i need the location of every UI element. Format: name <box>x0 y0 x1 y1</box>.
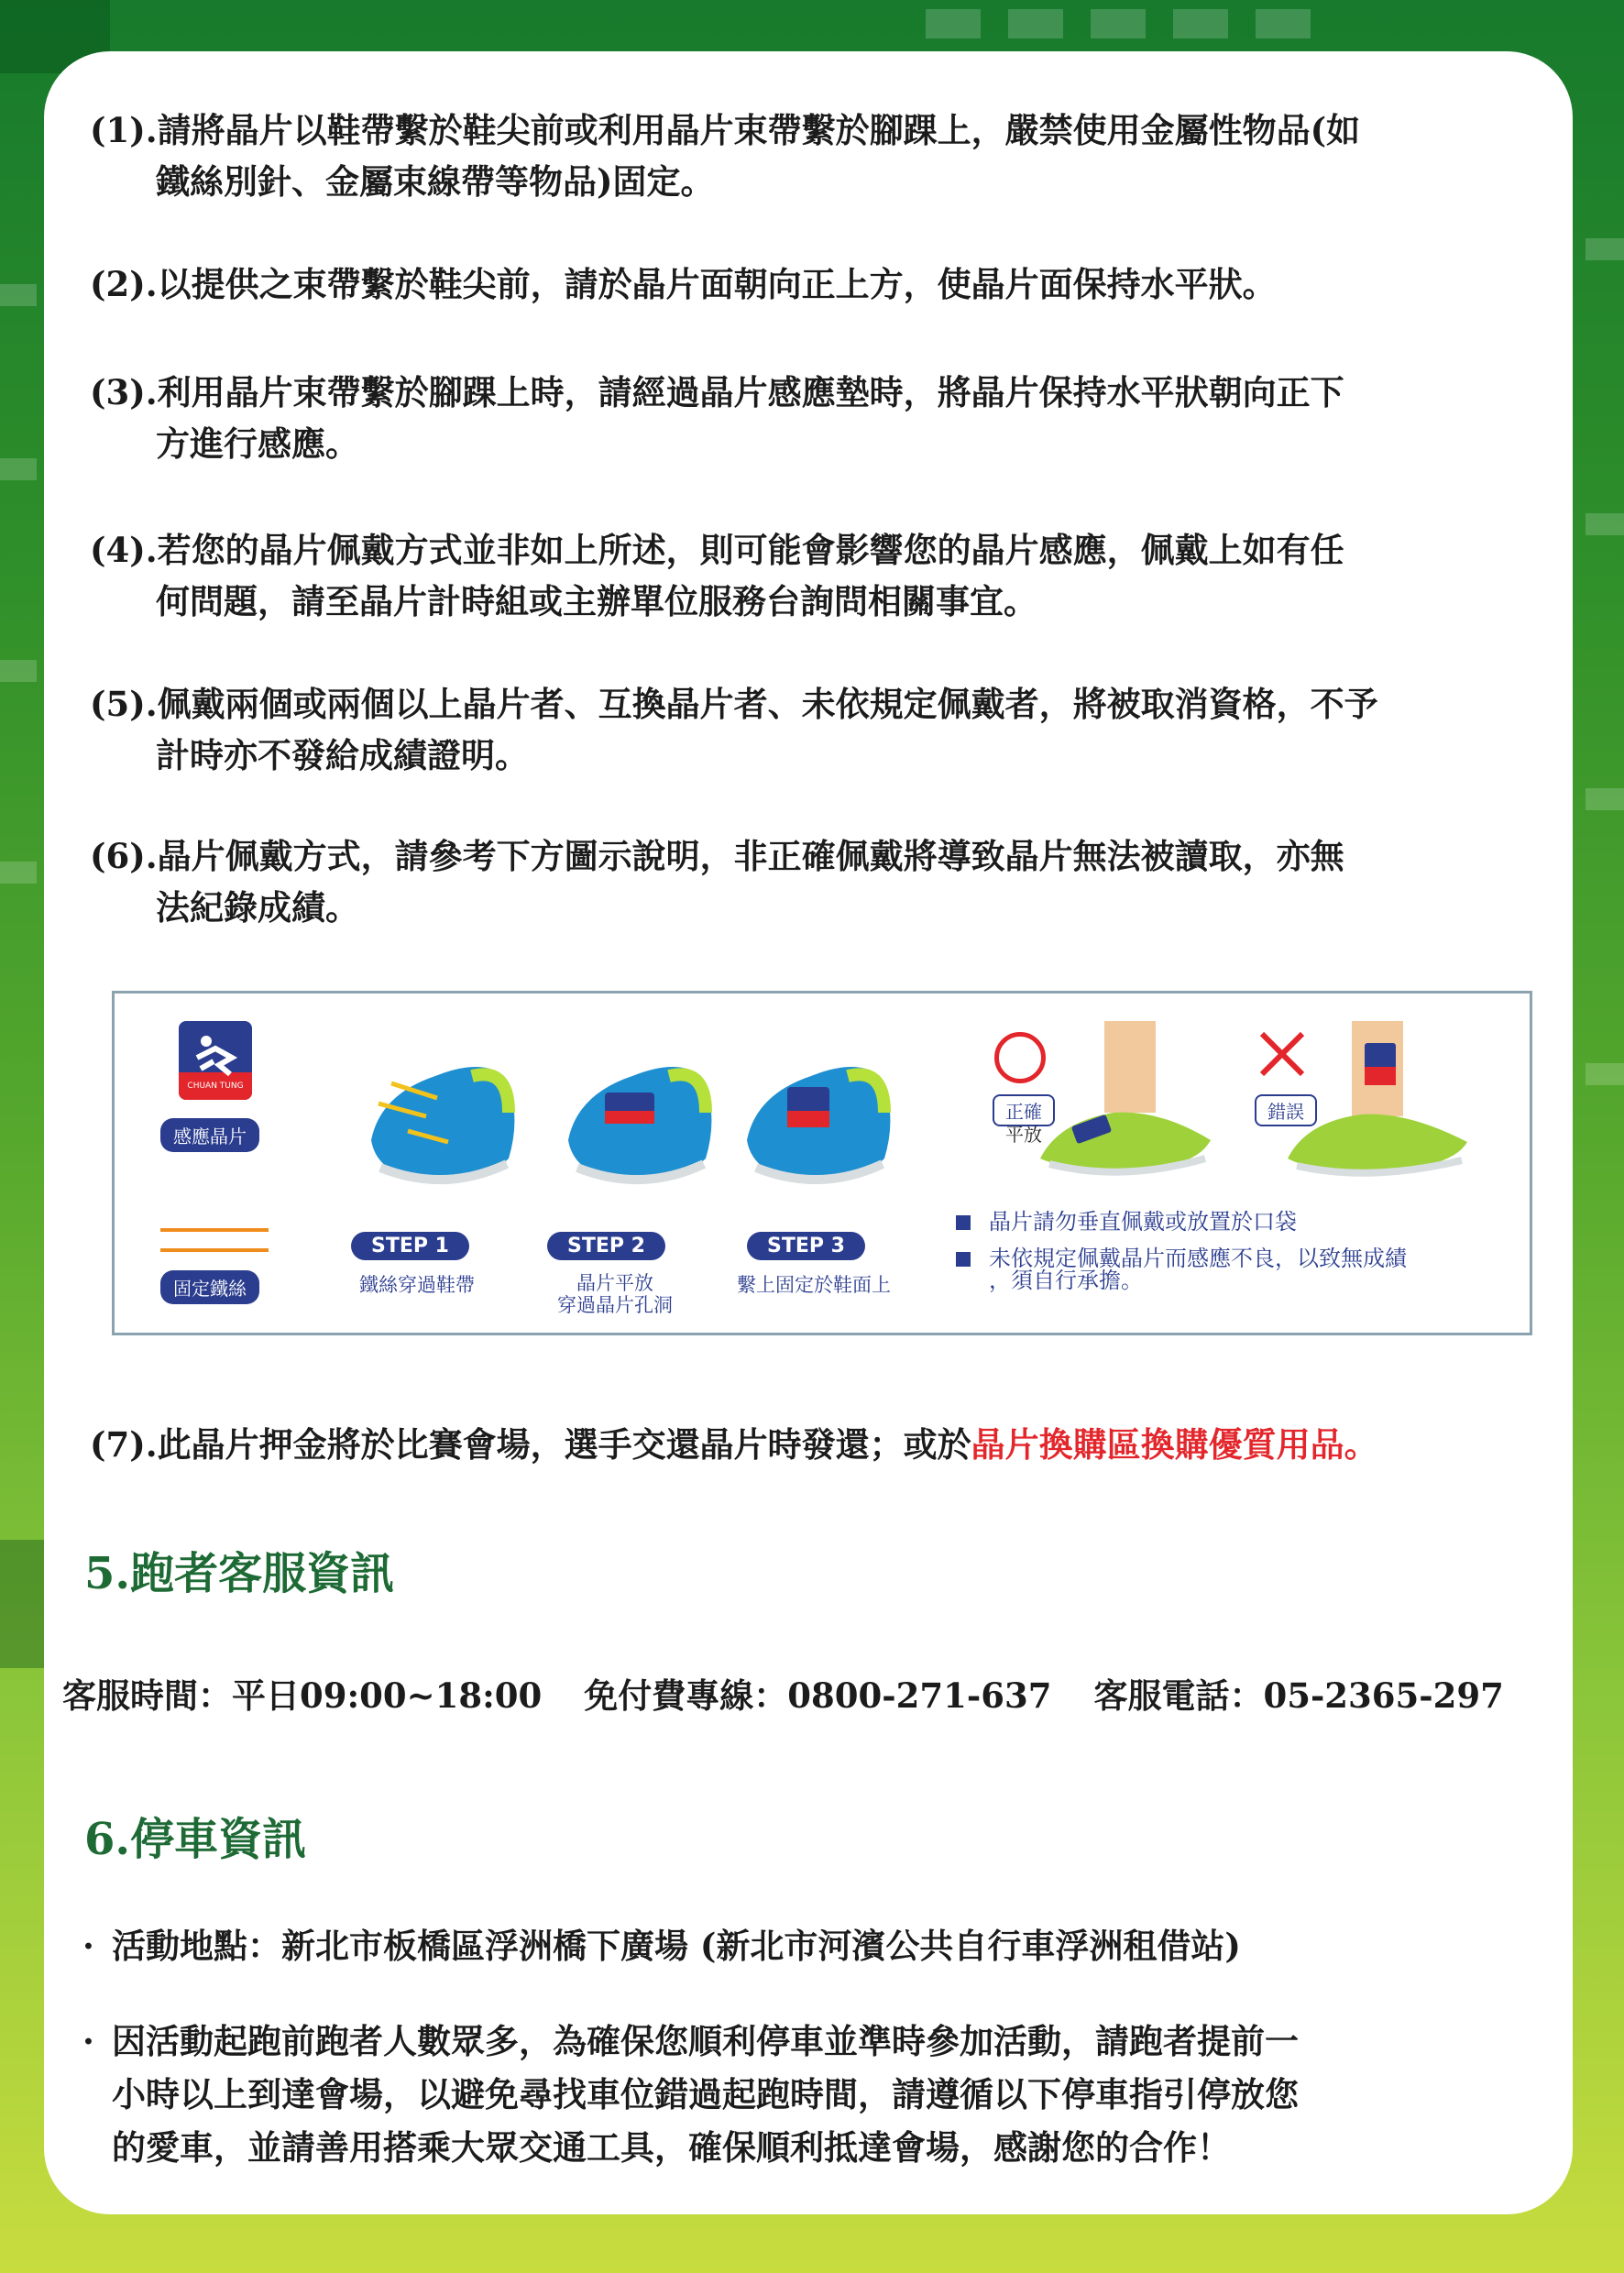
rule-end: 。 <box>1344 1424 1378 1465</box>
rule-number: (2). <box>90 264 158 304</box>
bg-block <box>0 458 37 480</box>
correct-sub-label: 平放 <box>1005 1124 1042 1146</box>
shoe-step3-icon <box>729 1039 903 1208</box>
rule-number: (5). <box>90 684 158 724</box>
rule-text-cont: 法紀錄成績。 <box>156 887 359 928</box>
note-1 <box>956 1210 1524 1235</box>
rule-number: (6). <box>90 836 158 876</box>
note-text: 未依規定佩戴晶片而感應不良，以致無成績 <box>989 1246 1407 1271</box>
square-bullet-icon <box>956 1252 971 1267</box>
shoe-step1-icon <box>353 1039 527 1208</box>
bullet-dot: · <box>82 2021 94 2061</box>
bg-block <box>0 284 37 306</box>
location-text: 活動地點：新北市板橋區浮洲橋下廣場 (新北市河濱公共自行車浮洲租借站) <box>112 1926 1241 1966</box>
bg-block <box>0 1540 44 1668</box>
chip-label: 感應晶片 <box>160 1118 259 1152</box>
rule-text-cont: 鐵絲別針、金屬束線帶等物品)固定。 <box>156 161 715 202</box>
step-3-badge: STEP 3 <box>747 1232 865 1260</box>
section-5-title: 5.跑者客服資訊 <box>84 1548 395 1599</box>
wire-label: 固定鐵絲 <box>160 1270 259 1304</box>
notice-line: 的愛車，並請善用搭乘大眾交通工具，確保順利抵達會場，感謝您的合作！ <box>112 2127 1231 2168</box>
rule-text-cont: 何問題，請至晶片計時組或主辦單位服務台詢問相關事宜。 <box>156 581 1037 621</box>
bg-block <box>1586 238 1624 260</box>
correct-ankle-chip-icon <box>1040 1021 1214 1190</box>
step-2-caption: 晶片平放 <box>576 1272 653 1294</box>
bg-block <box>0 660 37 682</box>
step-3-caption: 繫上固定於鞋面上 <box>737 1274 891 1296</box>
wrong-ankle-chip-icon <box>1288 1021 1471 1190</box>
bg-block <box>0 862 37 884</box>
wire-line-icon <box>160 1248 269 1252</box>
rule-number: (7). <box>90 1424 158 1465</box>
rule-number: (1). <box>90 110 158 150</box>
correct-circle-icon <box>994 1032 1046 1083</box>
bg-block <box>1586 1063 1624 1085</box>
step-2-caption-2: 穿過晶片孔洞 <box>557 1294 673 1316</box>
service-phone: 客服電話：05-2365-297 <box>1093 1675 1504 1716</box>
rule-highlight: 晶片換購區換購優質用品 <box>971 1424 1344 1465</box>
parking-notice <box>82 2015 1536 2174</box>
rule-2 <box>90 258 1575 310</box>
rule-text: 此晶片押金將於比賽會場，選手交還晶片時發還；或於 <box>157 1424 971 1465</box>
wire-line-icon <box>160 1228 269 1232</box>
toll-free-line: 免付費專線：0800-271-637 <box>584 1675 1052 1716</box>
rule-text: 以提供之束帶繫於鞋尖前，請於晶片面朝向正上方，使晶片面保持水平狀。 <box>157 264 1277 304</box>
rule-text-cont: 計時亦不發給成績證明。 <box>156 735 529 775</box>
contact-info <box>62 1668 1565 1718</box>
step-2-badge: STEP 2 <box>547 1232 665 1260</box>
rule-3 <box>90 367 1575 469</box>
rule-text: 利用晶片束帶繫於腳踝上時，請經過晶片感應墊時，將晶片保持水平狀朝向正下 <box>157 372 1344 412</box>
bg-block <box>1173 9 1228 38</box>
step-1-badge: STEP 1 <box>351 1232 469 1260</box>
chip-logo-text: CHUAN TUNG <box>187 1082 244 1091</box>
note-text: 晶片請勿垂直佩戴或放置於口袋 <box>989 1209 1297 1235</box>
rule-5 <box>90 678 1575 781</box>
square-bullet-icon <box>956 1215 971 1230</box>
section-6-title: 6.停車資訊 <box>84 1814 307 1865</box>
chip-logo-icon <box>179 1021 252 1100</box>
bg-block <box>1586 788 1624 810</box>
step-1-caption: 鐵絲穿過鞋帶 <box>359 1274 475 1296</box>
rule-text: 佩戴兩個或兩個以上晶片者、互換晶片者、未依規定佩戴者，將被取消資格，不予 <box>157 684 1378 724</box>
rule-text: 晶片佩戴方式，請參考下方圖示說明，非正確佩戴將導致晶片無法被讀取，亦無 <box>157 836 1344 876</box>
service-hours: 客服時間：平日09:00~18:00 <box>62 1675 543 1716</box>
notice-line: 因活動起跑前跑者人數眾多，為確保您順利停車並準時參加活動，請跑者提前一 <box>112 2021 1299 2061</box>
bg-block <box>1586 513 1624 535</box>
rule-text-cont: 方進行感應。 <box>156 423 359 464</box>
bg-block <box>1008 9 1063 38</box>
bg-block <box>926 9 981 38</box>
rule-number: (4). <box>90 530 158 570</box>
rule-6 <box>90 830 1575 933</box>
location-item <box>82 1919 1536 1972</box>
chip-guide-diagram <box>112 991 1532 1335</box>
wrong-label: 錯誤 <box>1255 1094 1317 1126</box>
bg-block <box>1091 9 1146 38</box>
rule-number: (3). <box>90 372 158 412</box>
notice-line: 小時以上到達會場，以避免尋找車位錯過起跑時間，請遵循以下停車指引停放您 <box>112 2074 1299 2114</box>
rule-7 <box>90 1419 1575 1470</box>
note-2-cont: ，須自行承擔。 <box>989 1268 1143 1293</box>
rule-text: 若您的晶片佩戴方式並非如上所述，則可能會影響您的晶片感應，佩戴上如有任 <box>157 530 1344 570</box>
bg-block <box>1256 9 1311 38</box>
bullet-dot: · <box>82 1926 94 1966</box>
correct-label: 正確 <box>993 1094 1055 1126</box>
rule-text: 請將晶片以鞋帶繫於鞋尖前或利用晶片束帶繫於腳踝上，嚴禁使用金屬性物品(如 <box>157 110 1361 150</box>
rule-4 <box>90 524 1575 627</box>
rule-1 <box>90 104 1575 207</box>
shoe-step2-icon <box>550 1039 724 1208</box>
